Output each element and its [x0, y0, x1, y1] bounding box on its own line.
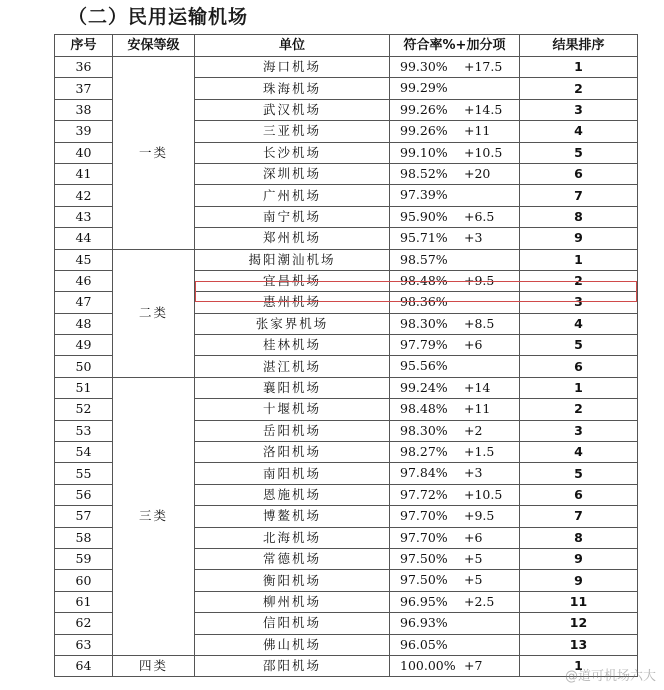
rate-percent: 96.05%	[400, 636, 448, 652]
cell-seq: 38	[55, 99, 113, 120]
cell-unit: 博鳌机场	[195, 506, 390, 527]
cell-seq: 45	[55, 249, 113, 270]
rate-bonus: +6.5	[464, 208, 495, 224]
cell-rate	[390, 506, 520, 527]
cell-unit: 北海机场	[195, 527, 390, 548]
rate-bonus: +11	[464, 401, 491, 417]
cell-rate	[390, 634, 520, 655]
cell-seq: 41	[55, 163, 113, 184]
cell-unit: 南宁机场	[195, 206, 390, 227]
cell-rate	[390, 249, 520, 270]
cell-rank: 2	[520, 270, 638, 291]
cell-seq: 56	[55, 484, 113, 505]
table-header-row	[55, 35, 638, 57]
watermark-text: @道可机场六大	[564, 669, 656, 684]
rate-bonus: +2.5	[464, 593, 495, 609]
rate-bonus: +3	[464, 230, 483, 246]
cell-rank: 4	[520, 313, 638, 334]
rate-bonus: +9.5	[464, 272, 495, 288]
cell-unit: 张家界机场	[195, 313, 390, 334]
cell-unit: 桂林机场	[195, 335, 390, 356]
cell-rate	[390, 655, 520, 676]
cell-seq: 61	[55, 591, 113, 612]
cell-rate	[390, 570, 520, 591]
cell-unit: 南阳机场	[195, 463, 390, 484]
rate-bonus: +6	[464, 529, 483, 545]
cell-rate	[390, 420, 520, 441]
rate-bonus: +5	[464, 572, 483, 588]
cell-security-level: 一类	[113, 57, 195, 250]
cell-seq: 59	[55, 548, 113, 569]
rate-percent: 98.52%	[400, 165, 448, 181]
rate-percent: 96.93%	[400, 615, 448, 631]
cell-rank: 5	[520, 142, 638, 163]
table-body	[55, 57, 638, 677]
rate-percent: 98.48%	[400, 272, 448, 288]
cell-rate	[390, 206, 520, 227]
cell-rate	[390, 548, 520, 569]
cell-seq: 58	[55, 527, 113, 548]
watermark	[565, 665, 656, 684]
cell-seq: 60	[55, 570, 113, 591]
cell-rate	[390, 335, 520, 356]
rate-percent: 97.70%	[400, 529, 448, 545]
cell-rate	[390, 527, 520, 548]
cell-rank: 3	[520, 292, 638, 313]
cell-seq: 47	[55, 292, 113, 313]
cell-rate	[390, 228, 520, 249]
cell-rank: 1	[520, 377, 638, 398]
cell-unit: 佛山机场	[195, 634, 390, 655]
cell-rank: 3	[520, 99, 638, 120]
cell-rate	[390, 377, 520, 398]
cell-seq: 64	[55, 655, 113, 676]
cell-rate	[390, 591, 520, 612]
cell-unit: 洛阳机场	[195, 442, 390, 463]
cell-rank: 9	[520, 570, 638, 591]
cell-rate	[390, 463, 520, 484]
cell-seq: 40	[55, 142, 113, 163]
cell-rate	[390, 121, 520, 142]
header-seq: 序号	[55, 35, 113, 57]
rate-bonus: +7	[464, 657, 483, 673]
rate-percent: 99.26%	[400, 101, 448, 117]
rate-percent: 99.10%	[400, 144, 448, 160]
cell-rank: 2	[520, 78, 638, 99]
rate-percent: 98.30%	[400, 422, 448, 438]
cell-unit: 湛江机场	[195, 356, 390, 377]
cell-rate	[390, 484, 520, 505]
section-title: （二）民用运输机场	[68, 6, 249, 28]
rate-bonus: +1.5	[464, 444, 495, 460]
rate-percent: 99.29%	[400, 80, 448, 96]
rate-percent: 100.00%	[400, 657, 456, 673]
cell-rank: 1	[520, 249, 638, 270]
cell-unit: 岳阳机场	[195, 420, 390, 441]
cell-rate	[390, 613, 520, 634]
rate-percent: 99.26%	[400, 123, 448, 139]
cell-rank: 9	[520, 548, 638, 569]
cell-seq: 42	[55, 185, 113, 206]
cell-unit: 深圳机场	[195, 163, 390, 184]
cell-unit: 海口机场	[195, 57, 390, 78]
rate-bonus: +5	[464, 550, 483, 566]
rate-percent: 98.57%	[400, 251, 448, 267]
header-level: 安保等级	[113, 35, 195, 57]
cell-rank: 8	[520, 527, 638, 548]
table-row	[55, 57, 638, 78]
rate-percent: 97.84%	[400, 465, 448, 481]
rate-percent: 95.71%	[400, 230, 448, 246]
cell-rank: 11	[520, 591, 638, 612]
cell-seq: 43	[55, 206, 113, 227]
cell-unit: 惠州机场	[195, 292, 390, 313]
cell-rank: 4	[520, 121, 638, 142]
cell-rate	[390, 356, 520, 377]
cell-seq: 50	[55, 356, 113, 377]
cell-rank: 1	[520, 57, 638, 78]
airport-ranking-table	[54, 34, 638, 677]
cell-seq: 51	[55, 377, 113, 398]
cell-seq: 55	[55, 463, 113, 484]
cell-seq: 37	[55, 78, 113, 99]
cell-rank: 2	[520, 399, 638, 420]
rate-percent: 97.50%	[400, 572, 448, 588]
rate-percent: 96.95%	[400, 593, 448, 609]
rate-bonus: +3	[464, 465, 483, 481]
cell-unit: 武汉机场	[195, 99, 390, 120]
cell-unit: 三亚机场	[195, 121, 390, 142]
rate-percent: 97.50%	[400, 550, 448, 566]
cell-rate	[390, 399, 520, 420]
cell-rank: 4	[520, 442, 638, 463]
cell-rate	[390, 292, 520, 313]
cell-security-level: 三类	[113, 377, 195, 655]
cell-rate	[390, 442, 520, 463]
header-rank: 结果排序	[520, 35, 638, 57]
rate-percent: 98.36%	[400, 294, 448, 310]
header-rate: 符合率%+加分项	[390, 35, 520, 57]
rate-bonus: +20	[464, 165, 491, 181]
rate-percent: 99.30%	[400, 59, 448, 74]
cell-rank: 1	[520, 655, 638, 676]
cell-seq: 39	[55, 121, 113, 142]
cell-unit: 邵阳机场	[195, 655, 390, 676]
cell-rank: 3	[520, 420, 638, 441]
cell-unit: 恩施机场	[195, 484, 390, 505]
rate-bonus: +11	[464, 123, 491, 139]
rate-percent: 95.56%	[400, 358, 448, 374]
cell-unit: 襄阳机场	[195, 377, 390, 398]
cell-rank: 7	[520, 185, 638, 206]
rate-percent: 97.72%	[400, 486, 448, 502]
cell-rate	[390, 313, 520, 334]
cell-seq: 52	[55, 399, 113, 420]
cell-rate	[390, 78, 520, 99]
rate-percent: 98.30%	[400, 315, 448, 331]
cell-unit: 长沙机场	[195, 142, 390, 163]
cell-security-level: 二类	[113, 249, 195, 377]
cell-rate	[390, 270, 520, 291]
rate-bonus: +10.5	[464, 486, 503, 502]
cell-rank: 12	[520, 613, 638, 634]
cell-seq: 62	[55, 613, 113, 634]
cell-seq: 57	[55, 506, 113, 527]
cell-rank: 6	[520, 163, 638, 184]
cell-rank: 5	[520, 463, 638, 484]
cell-seq: 49	[55, 335, 113, 356]
rate-percent: 98.48%	[400, 401, 448, 417]
table-row	[55, 377, 638, 398]
cell-unit: 广州机场	[195, 185, 390, 206]
cell-unit: 宜昌机场	[195, 270, 390, 291]
cell-unit: 常德机场	[195, 548, 390, 569]
cell-unit: 信阳机场	[195, 613, 390, 634]
cell-seq: 63	[55, 634, 113, 655]
rate-bonus: +14.5	[464, 101, 503, 117]
cell-rate	[390, 163, 520, 184]
rate-percent: 97.70%	[400, 508, 448, 524]
rate-percent: 99.24%	[400, 379, 448, 395]
cell-rate	[390, 57, 520, 78]
rate-bonus: +10.5	[464, 144, 503, 160]
cell-seq: 48	[55, 313, 113, 334]
cell-rank: 7	[520, 506, 638, 527]
rate-percent: 97.39%	[400, 187, 448, 203]
cell-unit: 衡阳机场	[195, 570, 390, 591]
rate-percent: 97.79%	[400, 337, 448, 353]
table-row	[55, 249, 638, 270]
cell-rank: 6	[520, 356, 638, 377]
cell-rank: 13	[520, 634, 638, 655]
cell-unit: 揭阳潮汕机场	[195, 249, 390, 270]
rate-bonus: +2	[464, 422, 483, 438]
header-unit: 单位	[195, 35, 390, 57]
cell-rank: 5	[520, 335, 638, 356]
cell-rank: 9	[520, 228, 638, 249]
cell-security-level: 四类	[113, 655, 195, 676]
rate-percent: 95.90%	[400, 208, 448, 224]
rate-bonus: +6	[464, 337, 483, 353]
cell-rate	[390, 185, 520, 206]
cell-rate	[390, 99, 520, 120]
cell-rank: 8	[520, 206, 638, 227]
cell-seq: 36	[55, 57, 113, 78]
rate-bonus: +14	[464, 379, 491, 395]
cell-rank: 6	[520, 484, 638, 505]
cell-rate	[390, 142, 520, 163]
rate-bonus: +8.5	[464, 315, 495, 331]
cell-unit: 柳州机场	[195, 591, 390, 612]
cell-unit: 珠海机场	[195, 78, 390, 99]
rate-percent: 98.27%	[400, 444, 448, 460]
rate-bonus: +17.5	[464, 59, 503, 74]
table-row	[55, 655, 638, 676]
cell-unit: 十堰机场	[195, 399, 390, 420]
cell-seq: 46	[55, 270, 113, 291]
cell-seq: 54	[55, 442, 113, 463]
cell-unit: 郑州机场	[195, 228, 390, 249]
cell-seq: 44	[55, 228, 113, 249]
rate-bonus: +9.5	[464, 508, 495, 524]
cell-seq: 53	[55, 420, 113, 441]
